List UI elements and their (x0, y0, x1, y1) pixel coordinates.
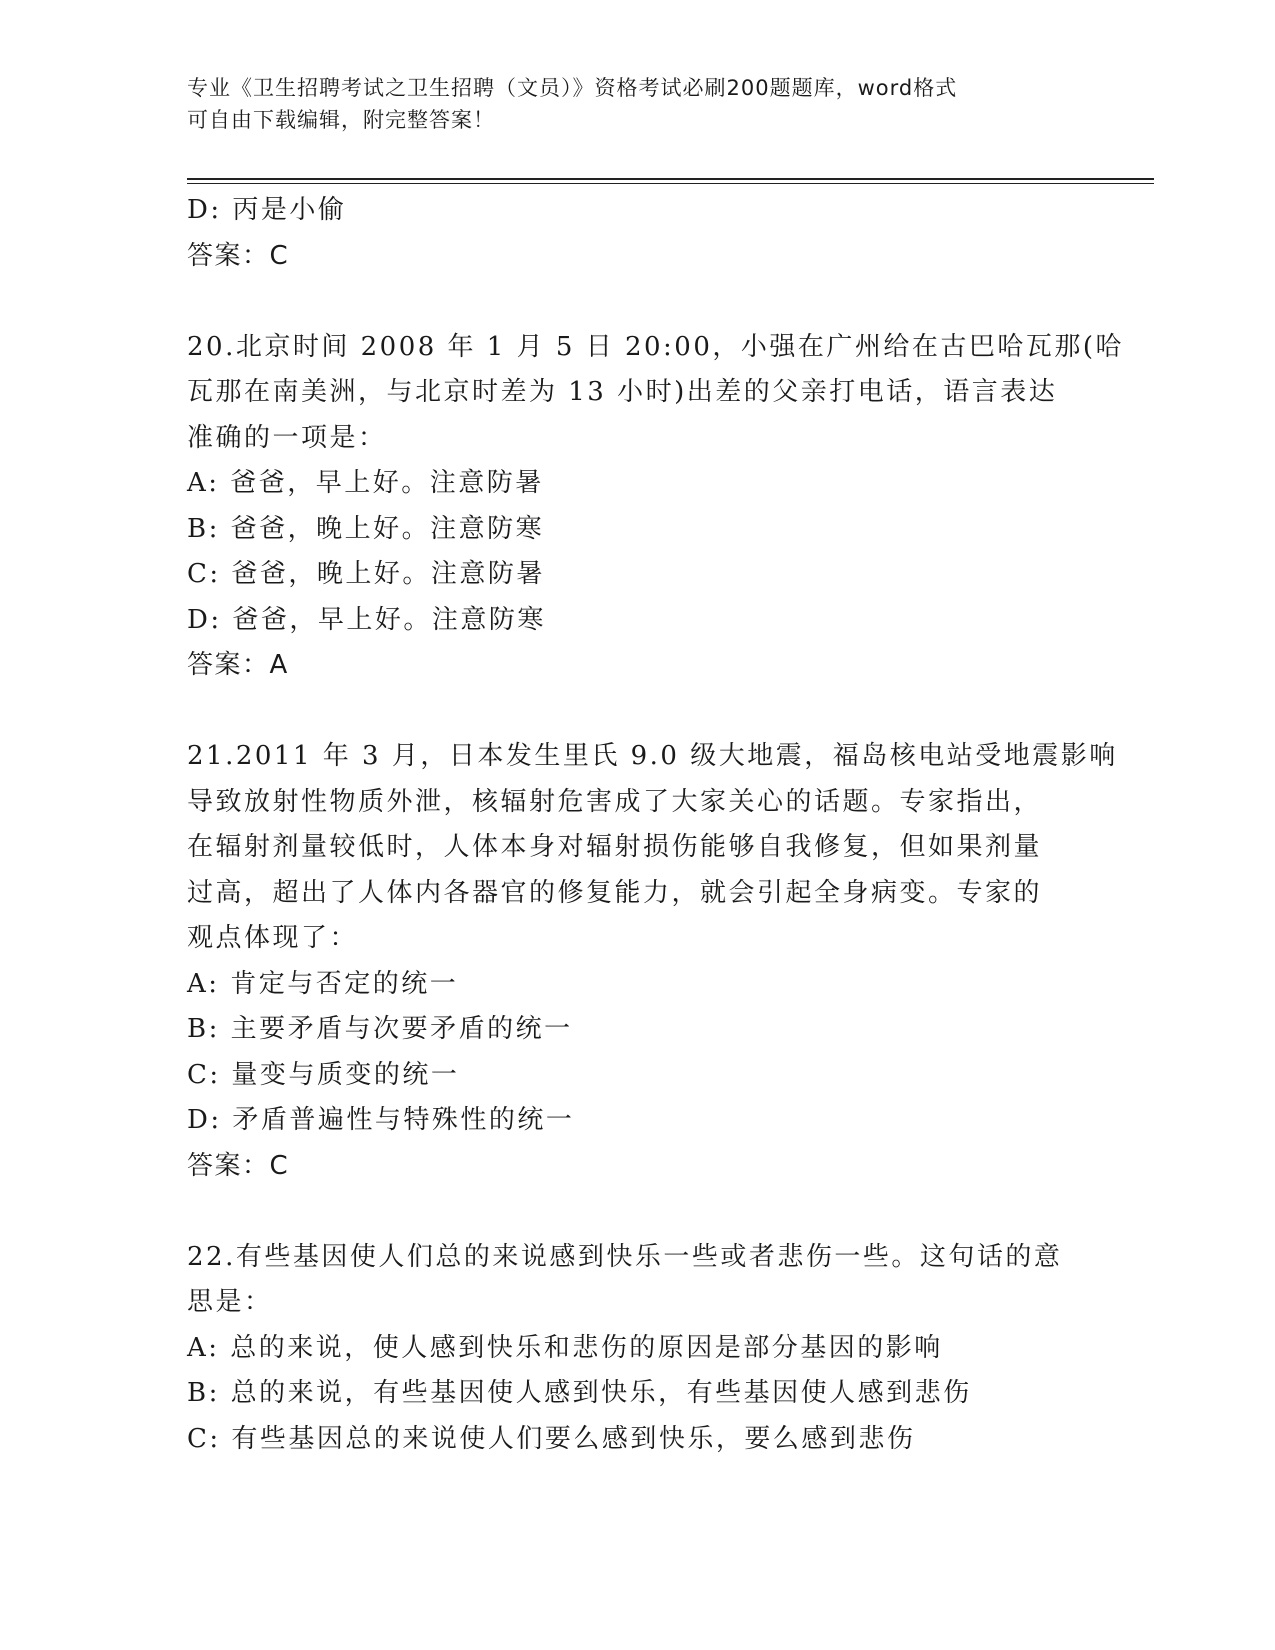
option-c: C: 量变与质变的统一 (187, 1059, 460, 1090)
question-stem-line: 20.北京时间 2008 年 1 月 5 日 20:00，小强在广州给在古巴哈瓦那(哈 (187, 331, 1125, 362)
answer-line: 答案：C (187, 1150, 290, 1181)
spacer (187, 279, 1087, 325)
header-rule-thin (187, 183, 1154, 184)
option-a: A: 总的来说，使人感到快乐和悲伤的原因是部分基因的影响 (187, 1332, 943, 1363)
spacer (187, 689, 1087, 735)
page-header (187, 72, 1087, 136)
question-22 (187, 1235, 1087, 1463)
option-d: D: 矛盾普遍性与特殊性的统一 (187, 1105, 575, 1135)
spacer (187, 1189, 1087, 1235)
option-b: B: 主要矛盾与次要矛盾的统一 (187, 1014, 573, 1044)
question-stem-line: 瓦那在南美洲，与北京时差为 13 小时)出差的父亲打电话，语言表达 (187, 377, 1058, 407)
option-a: A: 爸爸，早上好。注意防暑 (187, 468, 544, 498)
option-c: C: 爸爸，晚上好。注意防暑 (187, 559, 545, 589)
question-stem-line: 在辐射剂量较低时，人体本身对辐射损伤能够自我修复，但如果剂量 (187, 832, 1043, 862)
question-stem-line: 思是： (187, 1287, 273, 1317)
header-title-line-2: 可自由下载编辑，附完整答案！ (187, 108, 495, 132)
answer-line: 答案：C (187, 240, 290, 271)
header-rule-thick (187, 178, 1154, 180)
option-a: A: 肯定与否定的统一 (187, 968, 459, 999)
question-19-tail (187, 188, 1087, 279)
question-stem-line: 22.有些基因使人们总的来说感到快乐一些或者悲伤一些。这句话的意 (187, 1241, 1063, 1272)
option-b: B: 爸爸，晚上好。注意防寒 (187, 513, 545, 544)
question-stem-line: 过高，超出了人体内各器官的修复能力，就会引起全身病变。专家的 (187, 877, 1043, 908)
document-body (187, 188, 1125, 1462)
option-d: D: 爸爸，早上好。注意防寒 (187, 604, 546, 635)
header-title-line-1: 专业《卫生招聘考试之卫生招聘（文员）》资格考试必刷200题题库，word格式 (187, 76, 958, 100)
question-21 (187, 734, 1118, 1189)
question-stem-line: 导致放射性物质外泄，核辐射危害成了大家关心的话题。专家指出， (187, 786, 1043, 817)
option-b: B: 总的来说，有些基因使人感到快乐，有些基因使人感到悲伤 (187, 1378, 972, 1408)
answer-line: 答案：A (187, 650, 289, 680)
option-d: D: 丙是小偷 (187, 195, 347, 225)
question-stem-line: 准确的一项是： (187, 422, 387, 453)
option-c: C: 有些基因总的来说使人们要么感到快乐，要么感到悲伤 (187, 1423, 916, 1454)
question-stem-line: 观点体现了： (187, 923, 359, 953)
question-20 (187, 325, 1125, 689)
question-stem-line: 21.2011 年 3 月，日本发生里氏 9.0 级大地震，福岛核电站受地震影响 (187, 741, 1118, 771)
